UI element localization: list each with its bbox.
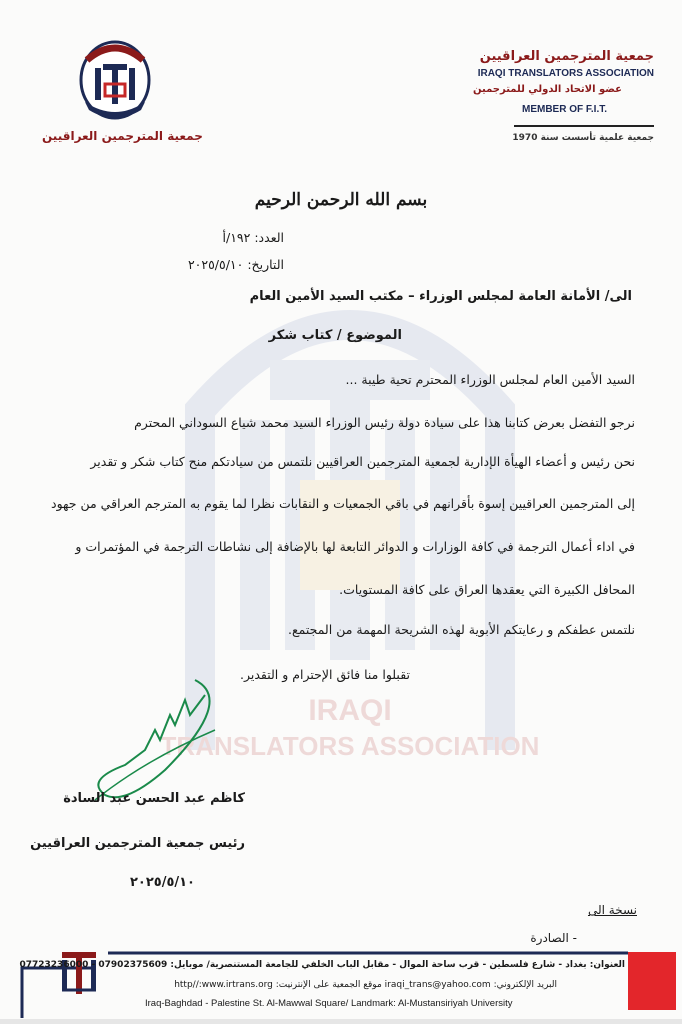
- fit-member-en: MEMBER OF F.I.T.: [522, 104, 607, 115]
- footer-address-en: Iraq-Baghdad - Palestine St. Al-Mawwal Square/ Landmark: Al-Mustansiriyah University: [145, 998, 513, 1009]
- org-name-ar: جمعية المترجمين العراقيين: [479, 49, 654, 64]
- footer-address-ar: العنوان: بغداد - شارع فلسطين - قرب ساحة الموال - مقابل الباب الخلفي للجامعة المستنصرية/ موبايل: 07902375609 - 07723236000: [19, 960, 625, 970]
- body-line: إلى المترجمين العراقيين إسوة بأقرانهم في باقي الجمعيات و النقابات نظرا لما يقوم به المترجم العراقي من جهود: [51, 496, 635, 511]
- signatory-name: كاظم عبد الحسن عبد السادة: [63, 791, 245, 806]
- body-line: في اداء أعمال الترجمة في كافة الوزارات و الدوائر التابعة لها بالإضافة إلى نشاطات الترجمة في المؤتمرات و: [75, 539, 635, 554]
- founded-text: جمعية علمية تأسست سنة 1970: [512, 133, 654, 143]
- fit-member-ar: عضو الاتحاد الدولي للمترجمين: [472, 84, 622, 95]
- body-line: نرجو التفضل بعرض كتابنا هذا على سيادة دولة رئيس الوزراء السيد محمد شياع السوداني المحترم: [134, 415, 635, 430]
- body-line: نلتمس عطفكم و رعايتكم الأبوية لهذه الشريحة المهمة من المجتمع.: [288, 622, 635, 637]
- body-line: المحافل الكبيرة التي يعقدها العراق على كافة المستويات.: [339, 582, 635, 597]
- cc-label: نسخة الى: [587, 903, 637, 917]
- footer-contact: البريد الإلكتروني: iraqi_trans@yahoo.com موقع الجمعية على الإنترنيت: http//:www.irtrans.org: [174, 980, 557, 990]
- bottom-edge: [0, 1019, 682, 1024]
- body-line: نحن رئيس و أعضاء الهيأة الإدارية لجمعية المترجمين العراقيين نلتمس من سيادتكم منح كتاب شكر و تقدير: [90, 454, 635, 469]
- org-name-en: IRAQI TRANSLATORS ASSOCIATION: [477, 68, 654, 79]
- recipient: الى/ الأمانة العامة لمجلس الوزراء – مكتب السيد الأمين العام: [249, 289, 632, 304]
- svg-text:IRAQI: IRAQI: [308, 694, 392, 727]
- footer-logo-icon: [62, 952, 96, 994]
- subject: الموضوع / كتاب شكر: [268, 328, 402, 343]
- body-line: السيد الأمين العام لمجلس الوزراء المحترم تحية طيبة ...: [345, 372, 635, 387]
- header-divider: [514, 125, 654, 127]
- cc-item: - الصادرة: [530, 931, 577, 945]
- reference-number: العدد: ١٩٢/أ: [222, 230, 284, 245]
- handwritten-signature: [85, 670, 235, 810]
- logo-caption: جمعية المترجمين العراقيين: [42, 129, 203, 143]
- signature-date: ٢٠٢٥/٥/١٠: [129, 875, 195, 890]
- letter-date: التاريخ: ٢٠٢٥/٥/١٠: [187, 257, 284, 272]
- signatory-title: رئيس جمعية المترجمين العراقيين: [30, 836, 245, 851]
- cc-item-label: الصادرة: [530, 931, 569, 945]
- basmala: بسم الله الرحمن الرحيم: [254, 190, 428, 210]
- association-logo: [75, 40, 155, 122]
- svg-text:TRANSLATORS ASSOCIATION: TRANSLATORS ASSOCIATION: [160, 731, 540, 761]
- body-line: تقبلوا منا فائق الإحترام و التقدير.: [239, 667, 410, 682]
